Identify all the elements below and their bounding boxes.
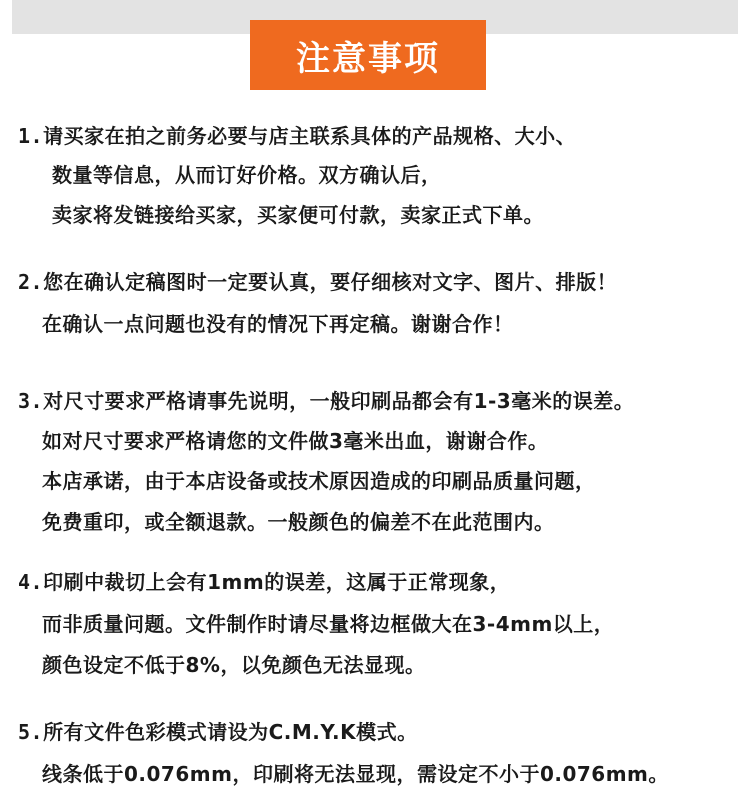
notice-3-number: 3. <box>18 389 44 413</box>
notice-1-line-2: 数量等信息，从而订好价格。双方确认后， <box>52 163 442 187</box>
notice-1-line-1 <box>18 124 576 148</box>
notice-2-number: 2. <box>18 270 44 294</box>
notice-2-line-2: 在确认一点问题也没有的情况下再定稿。谢谢合作！ <box>42 312 514 336</box>
notice-1-text-1: 请买家在拍之前务必要与店主联系具体的产品规格、大小、 <box>43 124 577 148</box>
notice-4-text-1: 印刷中裁切上会有1mm的误差，这属于正常现象， <box>43 570 511 594</box>
notice-4-line-2: 而非质量问题。文件制作时请尽量将边框做大在3-4mm以上， <box>42 612 615 636</box>
page-title-text: 注意事项 <box>296 38 440 79</box>
notice-5-line-2: 线条低于0.076mm，印刷将无法显现，需设定不小于0.076mm。 <box>42 762 669 786</box>
notice-3-text-1: 对尺寸要求严格请事先说明，一般印刷品都会有1-3毫米的误差。 <box>43 389 635 413</box>
notice-5-text-1: 所有文件色彩模式请设为C.M.Y.K模式。 <box>43 720 418 744</box>
notice-3-line-3: 本店承诺，由于本店设备或技术原因造成的印刷品质量问题， <box>42 469 596 493</box>
notice-4-line-1 <box>18 570 510 594</box>
notice-5-number: 5. <box>18 720 44 744</box>
notice-1-number: 1. <box>18 124 44 148</box>
notice-3-line-1 <box>18 389 634 413</box>
notice-1-line-3: 卖家将发链接给买家，买家便可付款，卖家正式下单。 <box>52 203 544 227</box>
page-title <box>250 20 486 90</box>
notice-2-text-1: 您在确认定稿图时一定要认真，要仔细核对文字、图片、排版！ <box>43 270 618 294</box>
notice-4-line-3: 颜色设定不低于8%，以免颜色无法显现。 <box>42 653 426 677</box>
notice-2-line-1 <box>18 270 617 294</box>
notice-3-line-4: 免费重印，或全额退款。一般颜色的偏差不在此范围内。 <box>42 510 555 534</box>
notice-5-line-1 <box>18 720 418 744</box>
notice-3-line-2: 如对尺寸要求严格请您的文件做3毫米出血，谢谢合作。 <box>42 429 549 453</box>
notice-4-number: 4. <box>18 570 44 594</box>
